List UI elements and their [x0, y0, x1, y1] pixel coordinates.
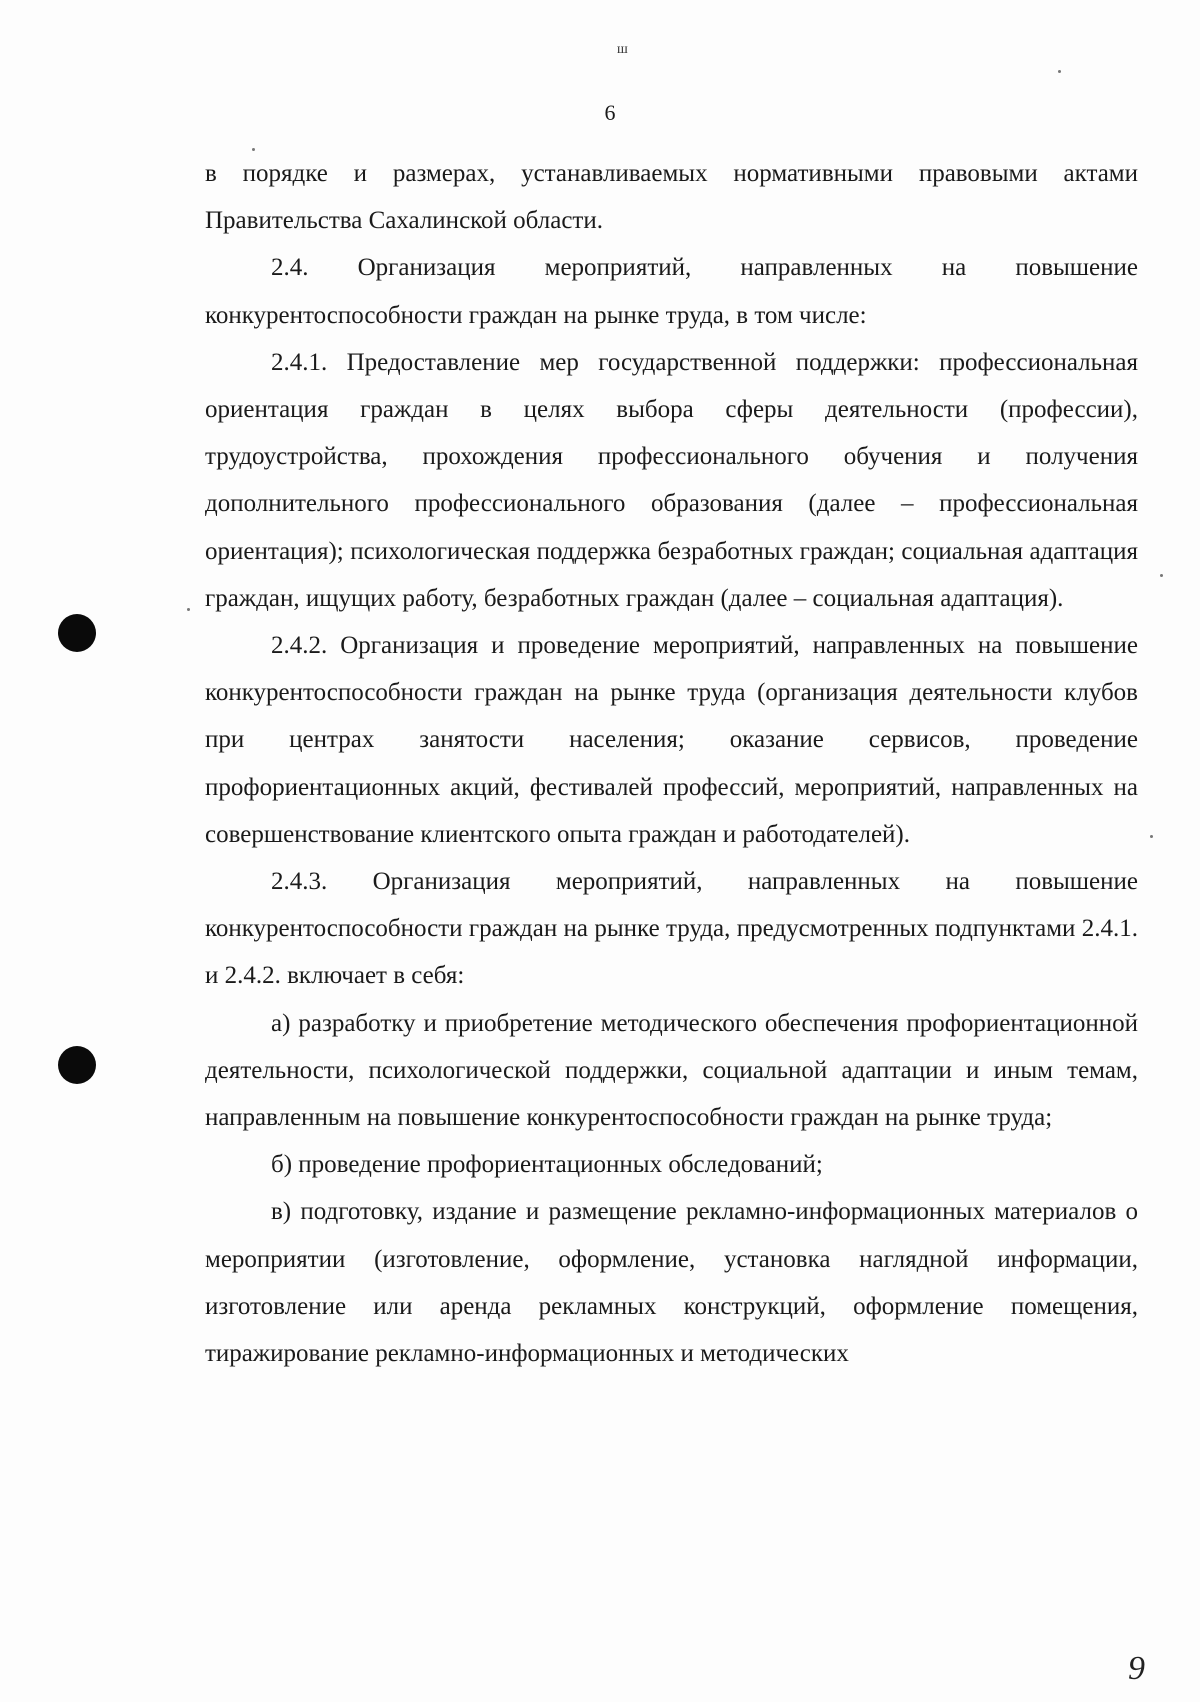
scan-speck	[252, 148, 255, 151]
top-mark: ш	[617, 42, 628, 57]
paragraph-continuation: в порядке и размерах, устанавливаемых нормативными правовыми актами Правительства Сахалинской области.	[205, 160, 1138, 235]
paragraph-2-4-2: 2.4.2. Организация и проведение мероприятий, направленных на повышение конкурентоспособности граждан на рынке труда (организация деятельности клубов при центрах занятости населения; оказание сервисов, проведение профориентационных акций, фестивалей профессий, мероприятий, направленных на совершенствование клиентского опыта граждан и работодателей).	[205, 632, 1138, 848]
scan-speck	[1150, 835, 1153, 838]
paragraph-2-4: 2.4. Организация мероприятий, направленных на повышение конкурентоспособности граждан на рынке труда, в том числе:	[205, 254, 1138, 329]
list-item-a: а) разработку и приобретение методического обеспечения профориентационной деятельности, психологической поддержки, социальной адаптации и иным темам, направленным на повышение конкурентоспособности граждан на рынке труда;	[205, 1009, 1138, 1132]
punch-hole-top	[58, 614, 96, 652]
paragraph-2-4-3: 2.4.3. Организация мероприятий, направленных на повышение конкурентоспособности граждан на рынке труда, предусмотренных подпунктами 2.4.1. и 2.4.2. включает в себя:	[205, 868, 1138, 990]
scan-speck	[1160, 574, 1163, 577]
page-number: 6	[604, 100, 616, 125]
paragraph-2-4-1: 2.4.1. Предоставление мер государственной поддержки: профессиональная ориентация граждан в целях выбора сферы деятельности (профессии), трудоустройства, прохождения профессионального обучения и получения дополнительного профессионального образования (далее – профессиональная ориентация); психологическая поддержка безработных граждан; социальная адаптация граждан, ищущих работу, безработных граждан (далее – социальная адаптация).	[205, 348, 1138, 612]
document-body	[205, 150, 1138, 1377]
scan-speck	[187, 608, 190, 611]
list-item-v: в) подготовку, издание и размещение рекламно-информационных материалов о мероприятии (изготовление, оформление, установка наглядной информации, изготовление или аренда рекламных конструкций, оформление помещения, тиражирование рекламно-информационных и методических	[205, 1198, 1138, 1368]
scan-speck	[1058, 70, 1061, 73]
list-item-b: б) проведение профориентационных обследований;	[271, 1151, 823, 1179]
handwritten-page-number: 9	[1128, 1650, 1145, 1687]
punch-hole-bottom	[58, 1046, 96, 1084]
